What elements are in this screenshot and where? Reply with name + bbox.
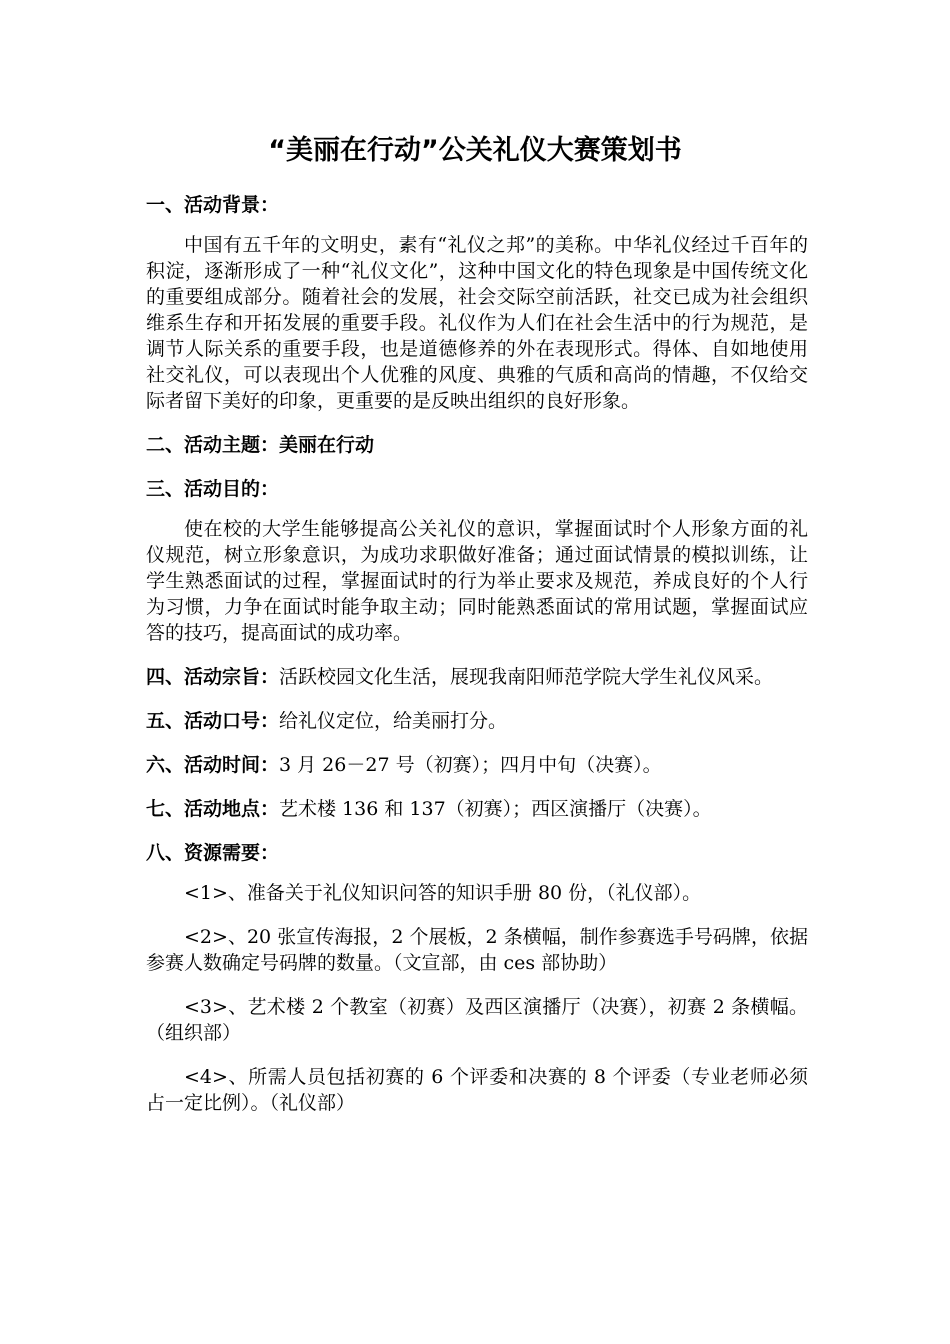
section-location [146, 796, 808, 822]
section-purpose-body: 使在校的大学生能够提高公关礼仪的意识，掌握面试时个人形象方面的礼仪规范，树立形象意识，为成功求职做好准备；通过面试情景的模拟训练，让学生熟悉面试的过程，掌握面试时的行为举止要求及规范，养成良好的个人行为习惯，力争在面试时能争取主动；同时能熟悉面试的常用试题，掌握面试应答的技巧，提高面试的成功率。 [146, 518, 808, 644]
resource-item-2: <2>、20 张宣传海报，2 个展板，2 条横幅，制作参赛选手号码牌，依据参赛人数确定号码牌的数量。（文宣部，由 ces 部协助） [146, 926, 808, 974]
section-resources-heading [146, 840, 808, 866]
section-time [146, 752, 808, 778]
section-location-label: 七、活动地点： [146, 798, 280, 820]
section-background-body: 中国有五千年的文明史，素有“礼仪之邦”的美称。中华礼仪经过千百年的积淀，逐渐形成了一种“礼仪文化”，这种中国文化的特色现象是中国传统文化的重要组成部分。随着社会的发展，社会交际空前活跃，社交已成为社会组织维系生存和开拓发展的重要手段。礼仪作为人们在社会生活中的行为规范，是调节人际关系的重要手段，也是道德修养的外在表现形式。得体、自如地使用社交礼仪，可以表现出个人优雅的风度、典雅的气质和高尚的情趣，不仅给交际者留下美好的印象，更重要的是反映出组织的良好形象。 [146, 234, 808, 412]
section-purpose-label: 三、活动目的： [146, 478, 280, 500]
section-theme-label: 二、活动主题：美丽在行动 [146, 434, 375, 456]
section-theme-heading [146, 432, 808, 458]
document-body [146, 192, 808, 1134]
section-purpose-heading [146, 476, 808, 502]
section-aim-body: 活跃校园文化生活，展现我南阳师范学院大学生礼仪风采。 [279, 666, 774, 688]
section-background-heading [146, 192, 808, 218]
resource-item-3: <3>、艺术楼 2 个教室（初赛）及西区演播厅（决赛），初赛 2 条横幅。（组织部） [146, 996, 808, 1044]
section-aim-label: 四、活动宗旨： [146, 666, 280, 688]
resource-item-4: <4>、所需人员包括初赛的 6 个评委和决赛的 8 个评委（专业老师必须占一定比例）。（礼仪部） [146, 1066, 808, 1114]
document-title: “美丽在行动”公关礼仪大赛策划书 [268, 135, 682, 166]
section-background-label: 一、活动背景： [146, 194, 280, 216]
section-slogan [146, 708, 808, 734]
section-slogan-body: 给礼仪定位，给美丽打分。 [279, 710, 508, 732]
section-location-body: 艺术楼 136 和 137（初赛）；西区演播厅（决赛）。 [279, 798, 712, 820]
section-time-label: 六、活动时间： [146, 754, 280, 776]
section-slogan-label: 五、活动口号： [146, 710, 280, 732]
section-aim [146, 664, 808, 690]
section-time-body: 3 月 26－27 号（初赛）；四月中旬（决赛）。 [279, 754, 662, 776]
resource-item-1: <1>、准备关于礼仪知识问答的知识手册 80 份，（礼仪部）。 [184, 882, 702, 904]
section-resources-label: 八、资源需要： [146, 842, 280, 864]
